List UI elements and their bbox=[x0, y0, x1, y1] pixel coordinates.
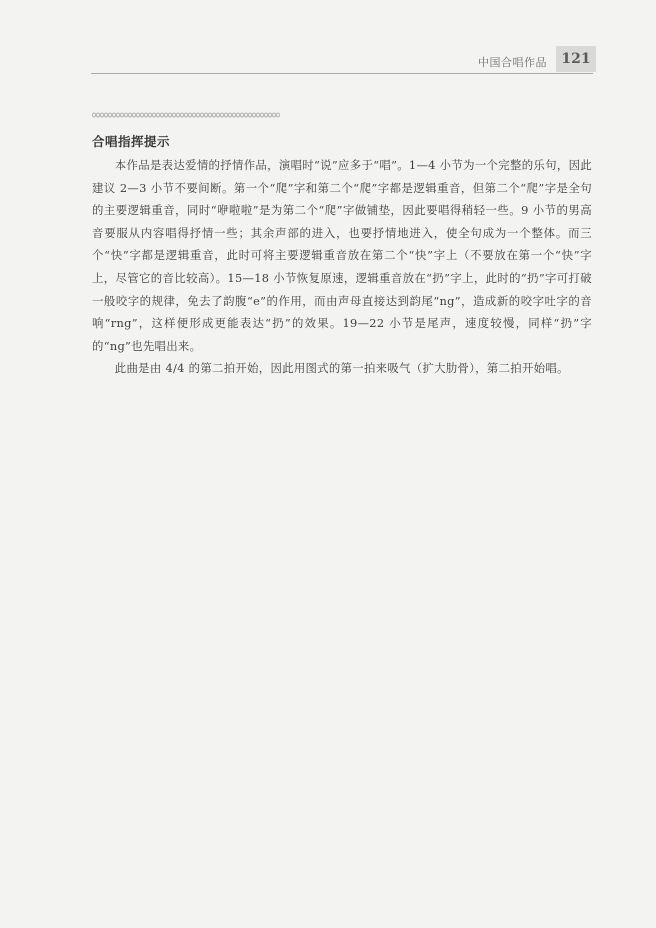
page-number: 121 bbox=[556, 46, 596, 72]
page-header bbox=[0, 0, 656, 90]
body-text bbox=[92, 154, 592, 380]
header-rule bbox=[91, 73, 593, 74]
running-title: 中国合唱作品 bbox=[478, 56, 547, 69]
decorative-wave-divider bbox=[92, 111, 280, 119]
section-heading: 合唱指挥提示 bbox=[92, 134, 171, 149]
paragraph: 本作品是表达爱情的抒情作品，演唱时“说”应多于“唱”。1—4 小节为一个完整的乐句，因此建议 2—3 小节不要间断。第一个“爬”字和第二个“爬”字都是逻辑重音，但第二个“爬”字是全句的主要逻辑重音，同时“咿啦啦”是为第二个“爬”字做铺垫，因此要唱得稍轻一些。9 小节的男高音要服从内容唱得抒情一些；其余声部的进入，也要抒情地进入，使全句成为一个整体。而三个“快”字都是逻辑重音，此时可将主要逻辑重音放在第二个“快”字上（不要放在第一个“快”字上，尽管它的音比较高）。15—18 小节恢复原速，逻辑重音放在“扔”字上，此时的“扔”字可打破一般咬字的规律，免去了韵腹“e”的作用，而由声母直接达到韵尾“ng”，造成新的咬字吐字的音响“rng”，这样便形成更能表达“扔”的效果。19—22 小节是尾声，速度较慢，同样“扔”字的“ng”也先唱出来。 bbox=[92, 158, 592, 353]
paragraph: 此曲是由 4/4 的第二拍开始，因此用图式的第一拍来吸气（扩大肋骨），第二拍开始唱。 bbox=[114, 361, 569, 376]
